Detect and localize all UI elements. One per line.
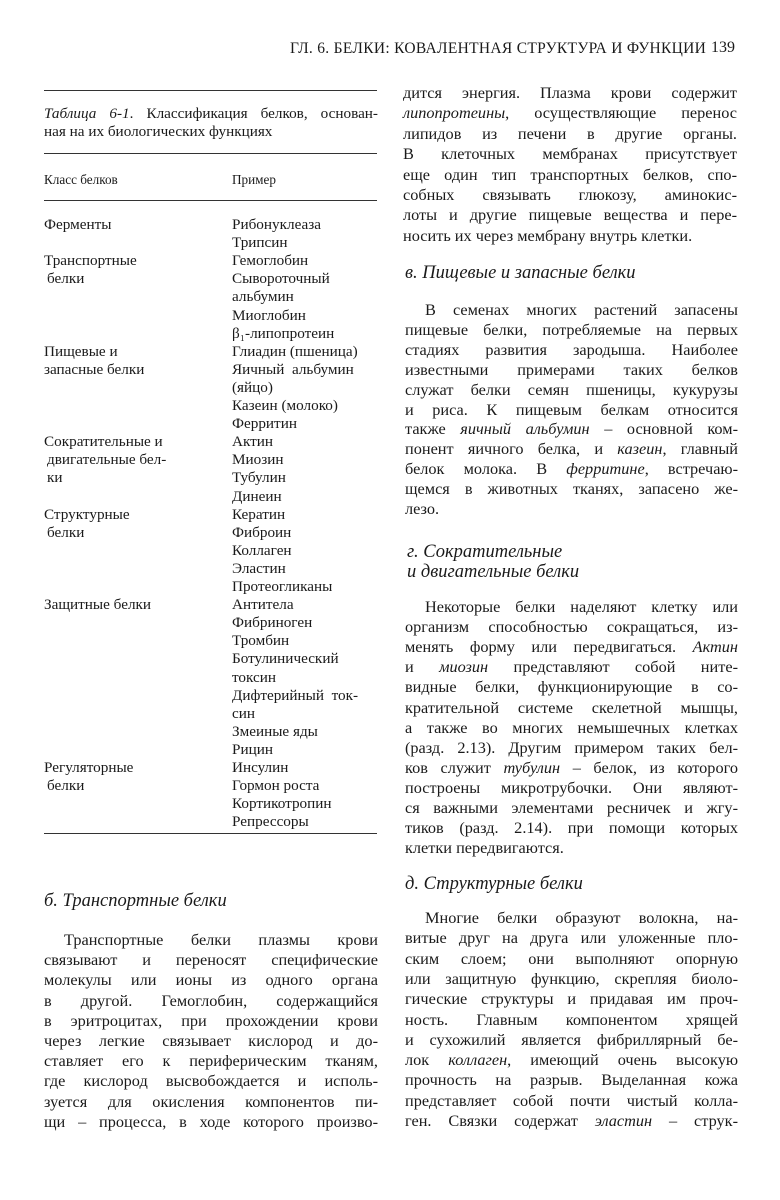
text-line: видные белки, функционирующие в со-	[405, 677, 738, 697]
text-line: понент яичного белка, и казеин, главный	[405, 439, 738, 459]
text-line: зуется для окисления компонентов пи-	[44, 1091, 378, 1111]
text-line: липидов из печени в другие органы.	[403, 123, 737, 143]
text-line: через легкие связывает кислород и до-	[44, 1031, 378, 1050]
table-cell-example: (яйцо)	[232, 378, 273, 396]
text-line: и риса. К пищевым белкам относится	[405, 399, 738, 419]
text-line: связывают и переносят специфические	[44, 950, 378, 970]
text-line: липопротеины, осуществляющие перенос	[403, 103, 737, 123]
text-line: гические структуры и придавая им проч-	[405, 989, 738, 1009]
table-cell-example: Кортикотропин	[232, 795, 332, 813]
table-cell-example: Кератин	[232, 505, 286, 523]
table-header-top-rule	[44, 153, 377, 154]
italic-term: липопротеины	[403, 103, 506, 123]
text-line: и миозин представляют собой ните-	[405, 657, 738, 677]
table-cell-example: Миозин	[232, 451, 284, 469]
text-line: Транспортные белки плазмы крови	[64, 930, 378, 949]
table-cell-class: белки	[47, 777, 85, 795]
text-line: и сухожилий является фибриллярный бе-	[405, 1029, 738, 1049]
text-line: пищевые белки, потребляемые на первых	[405, 319, 738, 339]
table-cell-example: токсин	[232, 668, 277, 686]
text-line: еще один тип транспортных белков, спо-	[403, 164, 737, 184]
text-line: ся важными элементами ресничек и жгу-	[405, 798, 738, 817]
text-line: также яичный альбумин – основной ком-	[405, 419, 738, 439]
text-line: лезо.	[405, 499, 440, 518]
text-line: В клеточных мембранах присутствует	[403, 144, 737, 164]
italic-term: ферритине	[566, 459, 645, 479]
section-heading-d: д. Структурные белки	[405, 874, 583, 894]
section-heading-g-line-2: и двигательные белки	[407, 562, 580, 582]
table-cell-class: белки	[47, 270, 85, 288]
text-line: клетки передвигаются.	[405, 838, 564, 858]
table-cell-example: Протеогликаны	[232, 578, 333, 595]
table-cell-example: Коллаген	[232, 541, 292, 559]
table-cell-example: Тромбин	[232, 632, 290, 650]
section-heading-v: в. Пищевые и запасные белки	[405, 263, 636, 283]
table-cell-example: Яичный альбумин	[232, 360, 354, 378]
table-cell-class: Регуляторные	[44, 759, 134, 776]
table-cell-example: Гемоглобин	[232, 252, 309, 270]
table-cell-class: белки	[47, 523, 85, 541]
table-cell-example: Антитела	[232, 596, 294, 614]
text-line: ген. Связки содержат эластин – струк-	[405, 1111, 738, 1130]
table-cell-example: Змеиные яды	[232, 722, 318, 740]
text-line: где кислород высвобождается и исполь-	[44, 1071, 378, 1091]
table-top-rule	[44, 90, 377, 91]
table-header-bottom-rule	[44, 200, 377, 201]
text-line: ставляет его к периферическим тканям,	[44, 1051, 378, 1071]
italic-term: казеин	[617, 439, 663, 459]
text-line: Некоторые белки наделяют клетку или	[425, 597, 738, 616]
italic-term: тубулин	[503, 757, 561, 777]
table-cell-class: Транспортные	[44, 252, 137, 270]
text-line: дится энергия. Плазма крови содержит	[403, 83, 737, 102]
table-caption-label: Таблица 6-1	[44, 105, 130, 122]
text-line: молекулы или ионы из одного органа	[44, 970, 378, 990]
table-cell-example: син	[232, 704, 255, 722]
running-head: ГЛ. 6. БЕЛКИ: КОВАЛЕНТНАЯ СТРУКТУРА И ФУНКЦИИ	[290, 40, 707, 57]
text-line: щи – процесса, в ходе которого произво-	[44, 1111, 378, 1131]
table-cell-example: Фиброин	[232, 523, 292, 541]
table-cell-example: Глиадин (пшеница)	[232, 342, 358, 360]
table-cell-example: Миоглобин	[232, 306, 306, 324]
table-cell-example: Дифтерийный ток-	[232, 686, 359, 704]
table-cell-example: Гормон роста	[232, 777, 320, 795]
table-caption	[44, 105, 378, 141]
table-cell-class: Защитные белки	[44, 596, 152, 614]
table-cell-example: Сывороточный	[232, 270, 330, 288]
text-line: организм способностью сокращаться, из-	[405, 617, 738, 637]
table-cell-example: Фибриноген	[232, 614, 313, 632]
table-cell-example: Ботулинический	[232, 650, 339, 668]
text-line: В семенах многих растений запасены	[425, 300, 738, 319]
table-cell-example: Рицин	[232, 740, 273, 758]
text-line: представляет собой почти чистый колла-	[405, 1090, 738, 1110]
table-cell-example: Рибонуклеаза	[232, 216, 321, 233]
text-line: тиков (разд. 2.14). при помощи которых	[405, 818, 738, 838]
table-cell-example: Трипсин	[232, 234, 288, 252]
italic-term: яичный альбумин	[460, 419, 590, 439]
text-line: ским слоем; они выполняют опорную	[405, 948, 738, 968]
text-line: белок молока. В ферритине, встречаю-	[405, 459, 739, 479]
text-line: лок коллаген, имеющий очень высокую	[405, 1050, 739, 1070]
table-caption-line-2: ная на их биологических функциях	[44, 123, 273, 140]
table-cell-example: Актин	[232, 433, 274, 451]
table-cell-class: Структурные	[44, 505, 130, 523]
text-line: ков служит тубулин – белок, из которого	[405, 757, 739, 777]
table-cell-example: Тубулин	[232, 469, 286, 487]
text-line: стадиях развития зародыша. Наиболее	[405, 339, 738, 359]
table-cell-example: Эластин	[232, 559, 286, 577]
table-cell-class: Ферменты	[44, 216, 112, 233]
table-cell-class: Пищевые и	[44, 342, 118, 360]
italic-term: миозин	[439, 657, 489, 677]
text-line: построены микротрубочки. Они являют-	[405, 777, 738, 797]
italic-term: Актин	[692, 637, 738, 657]
table-cell-example: Казеин (молоко)	[232, 397, 338, 414]
table-cell-example: альбумин	[232, 288, 294, 306]
text-line: кратительной системе скелетной мышцы,	[405, 697, 738, 717]
page-number: 139	[711, 39, 735, 56]
text-line: известными примерами таких белков	[405, 359, 738, 379]
text-line: ность. Главным компонентом хрящей	[405, 1009, 738, 1029]
text-line: Многие белки образуют волокна, на-	[425, 908, 738, 927]
italic-term: коллаген	[448, 1050, 508, 1070]
table-cell-example: Ферритин	[232, 415, 297, 433]
table-caption-line-1: .	[129, 105, 147, 122]
text-line: прочность на разрыв. Выделанная кожа	[405, 1070, 738, 1090]
text-line: носить их через мембрану внутрь клетки.	[403, 225, 693, 245]
table-cell-class: ки	[47, 469, 63, 487]
table-cell-example: Инсулин	[232, 759, 289, 776]
section-heading-b: б. Транспортные белки	[44, 891, 227, 911]
column-header-class: Класс белков	[44, 172, 118, 187]
text-line: собных связывать глюкозу, аминокис-	[403, 185, 737, 204]
table-cell-example: Репрессоры	[232, 813, 309, 831]
text-line: или защитную функцию, скрепляя биоло-	[405, 968, 738, 988]
table-cell-example: Динеин	[232, 487, 282, 505]
text-line: (разд. 2.13). Другим примером таких бел-	[405, 737, 738, 757]
table-cell-class: двигательные бел-	[47, 451, 167, 469]
column-header-example: Пример	[232, 172, 276, 187]
text-line: а также во многих немышечных клетках	[405, 717, 738, 737]
table-cell-class: запасные белки	[44, 360, 145, 378]
text-line: щемся в животных тканях, запасено же-	[405, 479, 738, 499]
table-cell-class: Сократительные и	[44, 433, 163, 451]
section-heading-g-line-1: г. Сократительные	[407, 542, 563, 562]
text-line: в эритроцитах, при прохождении крови	[44, 1010, 378, 1030]
table-bottom-rule	[44, 833, 377, 834]
text-line: менять форму или передвигаться. Актин	[405, 637, 738, 657]
text-line: в другой. Гемоглобин, содержащийся	[44, 990, 378, 1010]
table-caption-text-1: Классификация белков, основан-	[146, 105, 378, 122]
text-line: служат белки семян пшеницы, кукурузы	[405, 379, 738, 399]
table-cell-example: β₁-липопротеин	[232, 324, 335, 342]
text-line: витые друг на друга или уложенные пло-	[405, 928, 738, 948]
text-line: лоты и другие пищевые вещества и пере-	[403, 205, 737, 225]
italic-term: эластин	[594, 1111, 653, 1130]
